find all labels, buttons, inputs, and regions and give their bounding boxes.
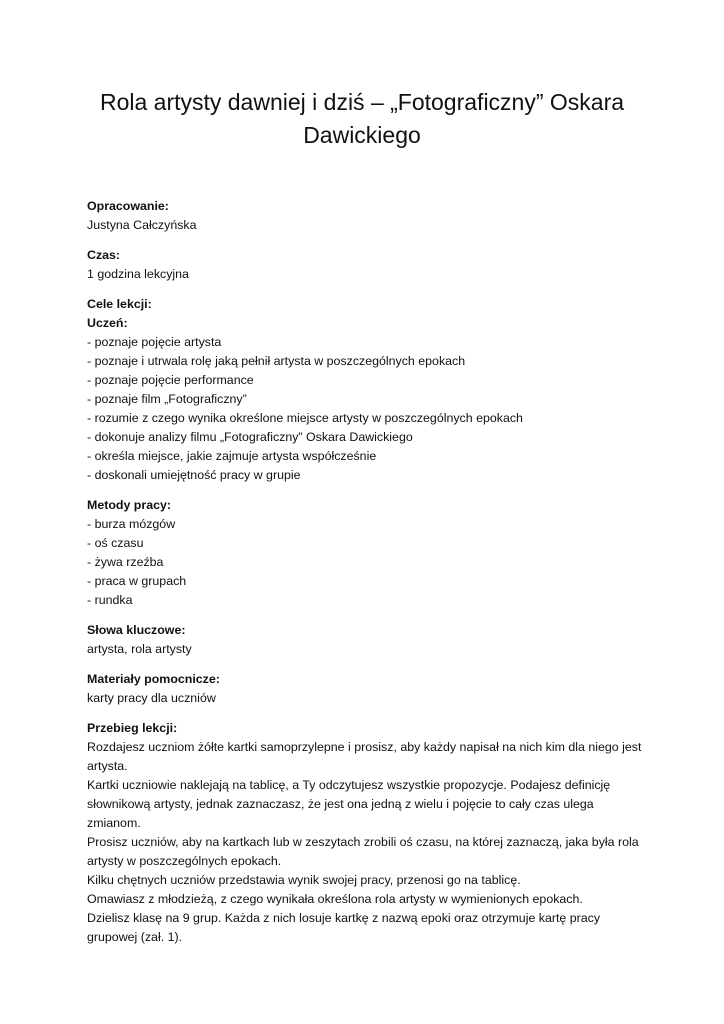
section-czas	[87, 246, 647, 284]
lesson-paragraph: Kartki uczniowie naklejają na tablicę, a Ty odczytujesz wszystkie propozycje. Podajesz definicję słownikową artysty, jednak zaznaczasz, że jest ona jedną z wielu i pojęcie to cały czas ulega zmianom.	[87, 778, 611, 830]
lesson-paragraph: Kilku chętnych uczniów przedstawia wynik swojej pracy, przenosi go na tablicę.	[87, 873, 521, 887]
list-item: - żywa rzeźba	[87, 555, 164, 569]
section-sublabel-uczen: Uczeń:	[87, 316, 128, 330]
section-materialy	[87, 670, 647, 708]
methods-list	[87, 515, 647, 610]
lesson-paragraph: Dzielisz klasę na 9 grup. Każda z nich losuje kartkę z nazwą epoki oraz otrzymuje kartę pracy grupowej (zał. 1).	[87, 911, 601, 944]
section-label-slowa: Słowa kluczowe:	[87, 623, 186, 637]
section-label-opracowanie: Opracowanie:	[87, 199, 169, 213]
section-przebieg	[87, 719, 647, 947]
list-item: - doskonali umiejętność pracy w grupie	[87, 468, 301, 482]
list-item: - poznaje i utrwala rolę jaką pełnił artysta w poszczególnych epokach	[87, 354, 466, 368]
goals-list	[87, 333, 647, 485]
materials-value: karty pracy dla uczniów	[87, 691, 216, 705]
lesson-paragraph: Omawiasz z młodzieżą, z czego wynikała określona rola artysty w wymienionych epokach.	[87, 892, 583, 906]
document-body	[87, 197, 647, 958]
section-metody	[87, 496, 647, 610]
list-item: - oś czasu	[87, 536, 144, 550]
list-item: - praca w grupach	[87, 574, 187, 588]
duration-value: 1 godzina lekcyjna	[87, 267, 189, 281]
keywords-value: artysta, rola artysty	[87, 642, 192, 656]
section-opracowanie	[87, 197, 647, 235]
document-title: Rola artysty dawniej i dziś – „Fotograficzny” Oskara Dawickiego	[99, 89, 625, 148]
lesson-paragraph: Rozdajesz uczniom żółte kartki samoprzylepne i prosisz, aby każdy napisał na nich kim dla niego jest artysta.	[87, 740, 642, 773]
list-item: - rozumie z czego wynika określone miejsce artysty w poszczególnych epokach	[87, 411, 523, 425]
list-item: - poznaje pojęcie artysta	[87, 335, 222, 349]
list-item: - dokonuje analizy filmu „Fotograficzny” Oskara Dawickiego	[87, 430, 413, 444]
section-label-metody: Metody pracy:	[87, 498, 171, 512]
list-item: - poznaje pojęcie performance	[87, 373, 254, 387]
section-label-przebieg: Przebieg lekcji:	[87, 721, 178, 735]
list-item: - rundka	[87, 593, 133, 607]
lesson-paragraph: Prosisz uczniów, aby na kartkach lub w zeszytach zrobili oś czasu, na której zaznaczą, jaka była rola artysty w poszczególnych epokach.	[87, 835, 639, 868]
section-label-cele: Cele lekcji:	[87, 297, 152, 311]
section-label-materialy: Materiały pomocnicze:	[87, 672, 220, 686]
list-item: - poznaje film „Fotograficzny”	[87, 392, 247, 406]
section-cele	[87, 295, 647, 485]
author-name: Justyna Całczyńska	[87, 218, 197, 232]
section-slowa-kluczowe	[87, 621, 647, 659]
list-item: - burza mózgów	[87, 517, 176, 531]
section-label-czas: Czas:	[87, 248, 121, 262]
list-item: - określa miejsce, jakie zajmuje artysta współcześnie	[87, 449, 377, 463]
